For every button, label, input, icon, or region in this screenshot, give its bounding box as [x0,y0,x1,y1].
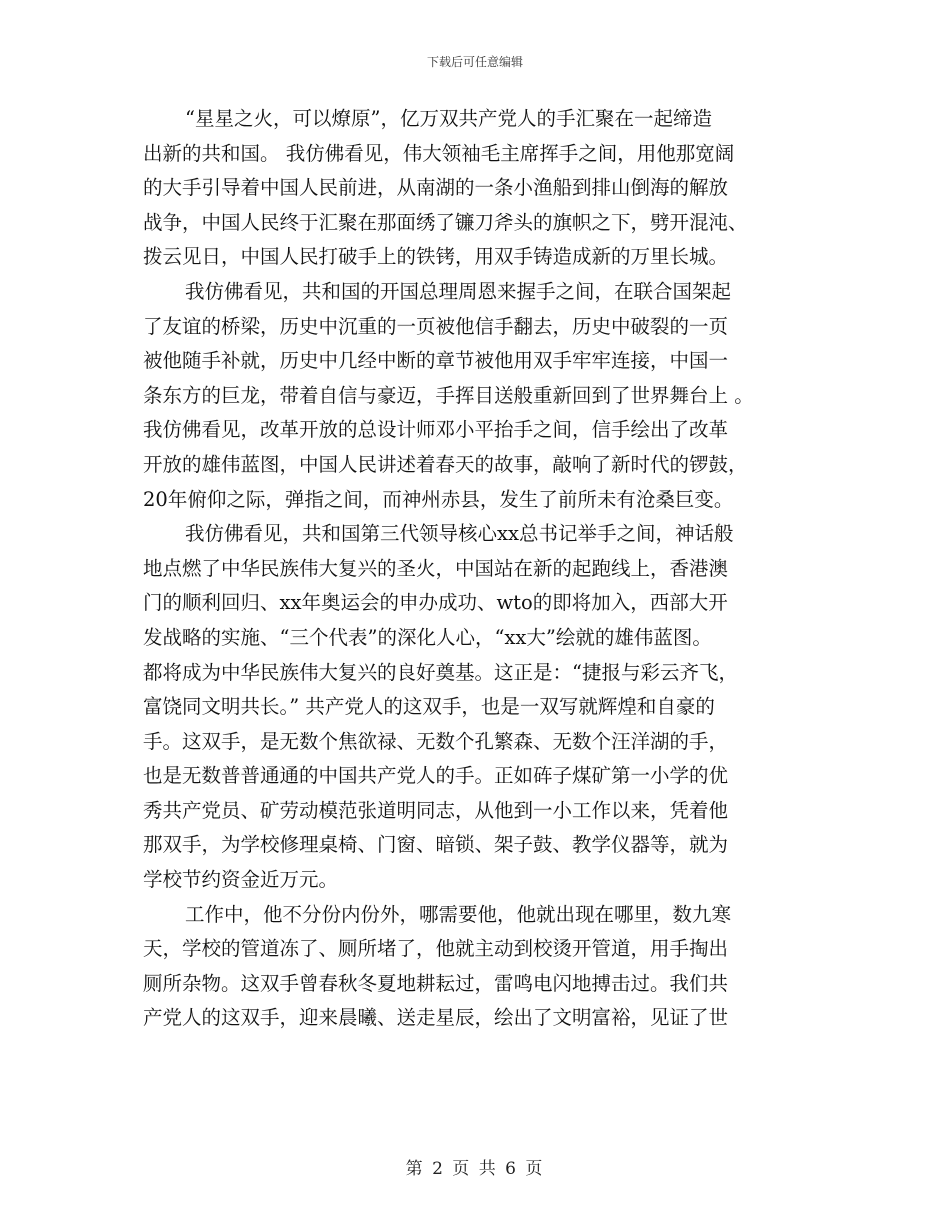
text-line: 都将成为中华民族伟大复兴的良好奠基。这正是：“捷报与彩云齐飞， [143,660,738,684]
page-footer: 第 2 页 共 6 页 [405,1159,545,1179]
text-line: 我仿佛看见，共和国的开国总理周恩来握手之间，在联合国架起 [185,279,732,303]
text-line: “星星之火，可以燎原”，亿万双共产党人的手汇聚在一起缔造 [185,107,712,130]
page-header: 下载后可任意编辑 [426,55,523,69]
text-line: 拨云见日，中国人民打破手上的铁铐，用双手铸造成新的万里长城。 [143,245,729,269]
text-line: 门的顺利回归、xx年奥运会的申办成功、wto的即将加入，西部大开 [143,591,728,615]
text-line: 也是无数普普通通的中国共产党人的手。正如砗子煤矿第一小学的优 [143,764,729,788]
text-line: 了友谊的桥梁，历史中沉重的一页被他信手翻去，历史中破裂的一页 [143,314,729,338]
text-line: 出新的共和国。 我仿佛看见，伟大领袖毛主席挥手之间，用他那宽阔 [143,141,735,165]
text-line: 被他随手补就，历史中几经中断的章节被他用双手牢牢连接，中国一 [143,349,729,373]
text-line: 秀共产党员、矿劳动模范张道明同志，从他到一小工作以来，凭着他 [143,798,729,822]
text-line: 开放的雄伟蓝图，中国人民讲述着春天的故事，敲响了新时代的锣鼓， [143,452,748,476]
text-line: 发战略的实施、“三个代表”的深化人心，“xx大”绘就的雄伟蓝图。 [143,625,712,649]
text-line: 我仿佛看见，共和国第三代领导核心xx总书记举手之间，神话般 [185,522,734,546]
text-line: 厕所杂物。这双手曾春秋冬夏地耕耘过，雷鸣电闪地搏击过。我们共 [143,971,729,995]
text-line: 富饶同文明共长。” 共产党人的这双手，也是一双写就辉煌和自豪的 [143,695,715,719]
text-line: 工作中，他不分份内份外，哪需要他，他就出现在哪里，数九寒 [185,902,732,926]
text-line: 地点燃了中华民族伟大复兴的圣火，中国站在新的起跑线上，香港澳 [143,556,729,580]
text-line: 的大手引导着中国人民前进，从南湖的一条小渔船到排山倒海的解放 [143,176,729,200]
text-line: 战争，中国人民终于汇聚在那面绣了镰刀斧头的旗帜之下，劈开混沌、 [143,210,748,234]
document-body [143,102,811,1036]
text-line: 条东方的巨龙，带着自信与豪迈，手挥目送般重新回到了世界舞台上 。 [143,383,754,407]
text-line: 手。这双手，是无数个焦欲禄、无数个孔繁森、无数个汪洋湖的手， [143,729,729,753]
text-line: 我仿佛看见，改革开放的总设计师邓小平抬手之间，信手绘出了改革 [143,418,729,442]
text-line: 20年俯仰之际，弹指之间，而神州赤县，发生了前所未有沧桑巨变。 [143,487,734,511]
text-line: 产党人的这双手，迎来晨曦、送走星辰，绘出了文明富裕，见证了世 [143,1006,729,1030]
text-line: 天，学校的管道冻了、厕所堵了，他就主动到校烫开管道，用手掏出 [143,937,729,961]
text-line: 那双手，为学校修理桌椅、门窗、暗锁、架子鼓、教学仪器等，就为 [143,833,729,857]
text-line: 学校节约资金近万元。 [143,868,339,892]
